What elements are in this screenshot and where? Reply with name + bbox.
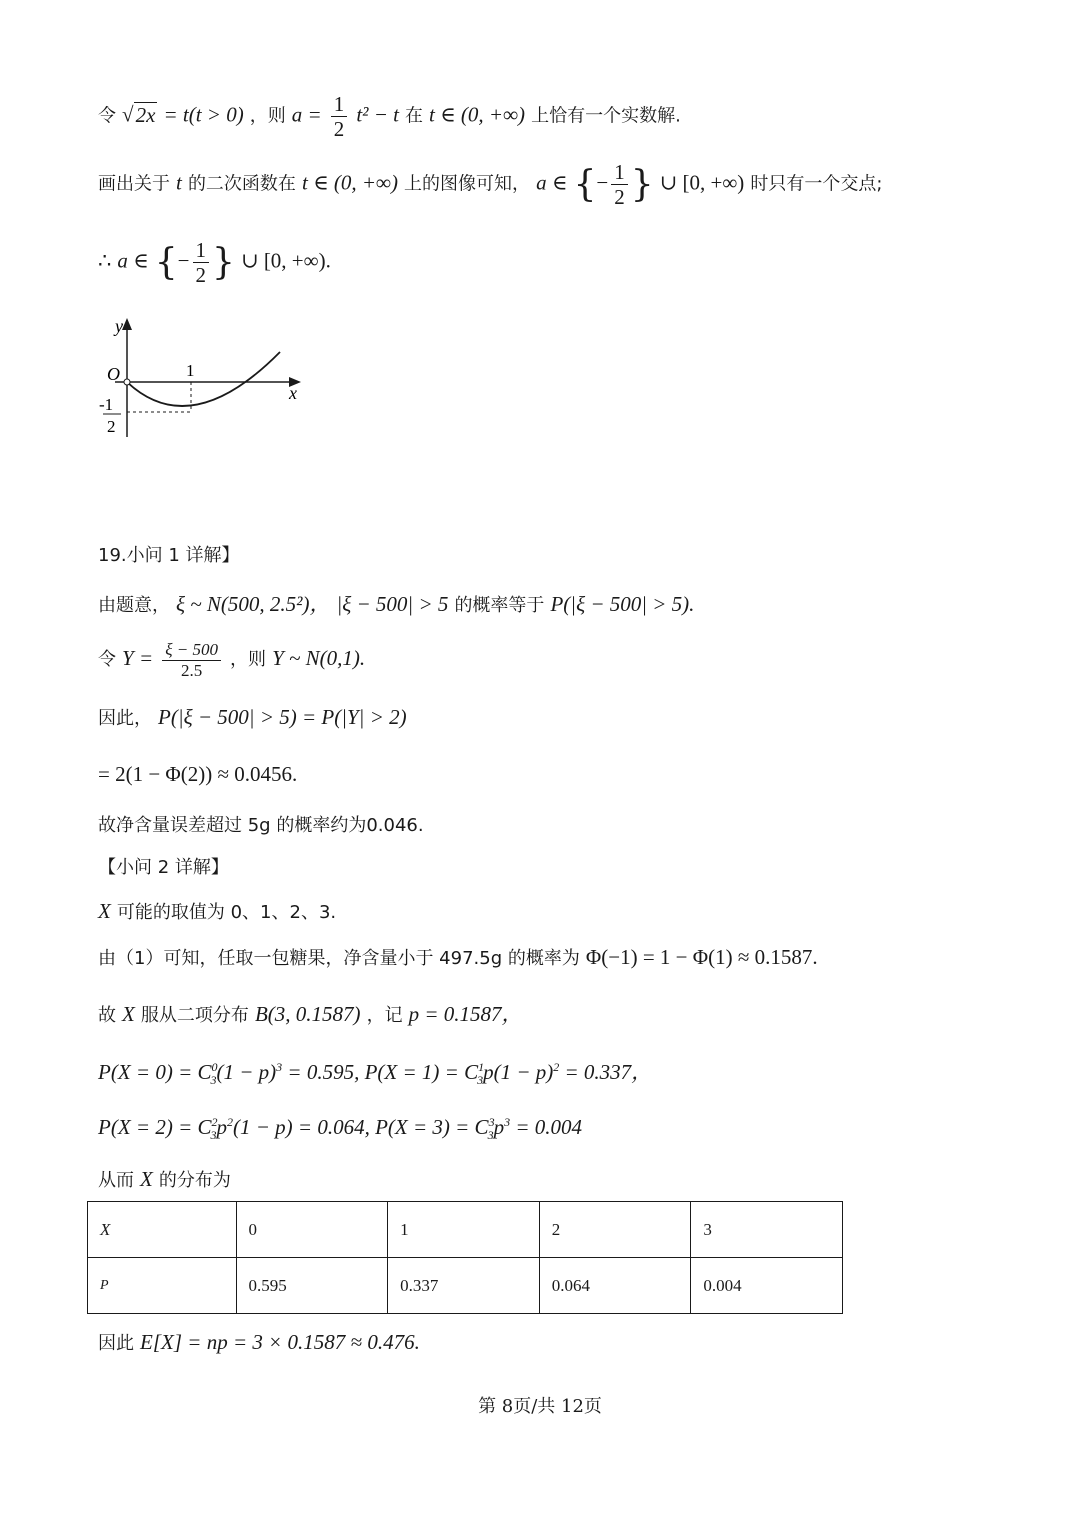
parabola-curve [127, 352, 280, 406]
table-cell: X [88, 1202, 237, 1258]
q2-line3: 故 X 服从二项分布 B(3, 0.1587) ，记 p = 0.1587， [98, 1002, 523, 1026]
table-cell: 2 [539, 1202, 691, 1258]
x-axis-label: x [289, 383, 297, 403]
q2-title: 【小问 2 详解】 [98, 857, 229, 878]
q2-line4: $P(X = 0) = C^0_3(1 - p)^3 = 0.595$, $P(X = 1) = C^1_3p(1 - p)^2 = 0.337$， [98, 1060, 653, 1088]
q19-line2: 令 Y = $\frac{\xi - 500}{2.5}$ ，则 Y ~ N(0,1). [98, 640, 366, 680]
line-conclusion: ∴ a ∈ {− $\frac{1}{2}$ } ∪ [0, +∞). [98, 238, 331, 288]
table-cell: 1 [388, 1202, 540, 1258]
table-cell: 0.004 [691, 1258, 843, 1314]
parabola-graph [95, 312, 315, 442]
origin-point [124, 379, 130, 385]
table-row [88, 1258, 843, 1314]
page-footer: 第 8页/共 12页 [478, 1396, 602, 1417]
q19-line1: 由题意， ξ ~ N(500, 2.5²)， |ξ − 500| > 5 的概率等于 P(|ξ − 500| > 5). [98, 592, 695, 616]
neg-half-num: -1 [99, 395, 114, 414]
q19-line5: 故净含量误差超过 5g 的概率约为0.046. [98, 815, 424, 836]
line-graph-reasoning: 画出关于 t 的二次函数在 t ∈ (0, +∞) 上的图像可知， a ∈ {− $\frac{1}{2}$ } ∪ [0, +∞) 时只有一个交点; [98, 160, 883, 210]
y-axis-label: y [115, 316, 123, 336]
q2-line2: 由（1）可知，任取一包糖果，净含量小于 497.5g 的概率为 Φ(−1) = 1 − Φ(1) ≈ 0.1587. [98, 945, 818, 969]
q2-line1: X 可能的取值为 0、1、2、3. [98, 899, 337, 923]
line-substitution: 令 √2x = t(t > 0) ，则 a = $\frac{1}{2}$ t² − t 在 t ∈ (0, +∞) 上恰有一个实数解. [98, 92, 681, 142]
table-cell: 3 [691, 1202, 843, 1258]
q2-line5: $P(X = 2) = C^2_3p^2(1 - p) = 0.064$, $P(X = 3) = C^3_3p^3 = 0.004$ [98, 1115, 582, 1143]
q2-line6: 从而 X 的分布为 [98, 1167, 231, 1191]
q19-line3: 因此， P(|ξ − 500| > 5) = P(|Y| > 2) [98, 705, 407, 729]
origin-label: O [107, 364, 120, 384]
table-cell: 0 [236, 1202, 388, 1258]
table-cell: P [88, 1258, 237, 1314]
tick-label-1: 1 [186, 361, 195, 380]
table-cell: 0.595 [236, 1258, 388, 1314]
table-cell: 0.064 [539, 1258, 691, 1314]
q19-title: 19.小问 1 详解】 [98, 545, 240, 566]
q2-line7: 因此 E[X] = np = 3 × 0.1587 ≈ 0.476. [98, 1330, 420, 1354]
table-cell: 0.337 [388, 1258, 540, 1314]
table-row [88, 1202, 843, 1258]
fraction-half: $\frac{1}{2}$ [331, 92, 348, 141]
y-axis-arrow-icon [122, 318, 132, 330]
q19-line4: = 2(1 − Φ(2)) ≈ 0.0456. [98, 762, 298, 786]
distribution-table [87, 1201, 843, 1314]
neg-half-den: 2 [107, 417, 116, 436]
